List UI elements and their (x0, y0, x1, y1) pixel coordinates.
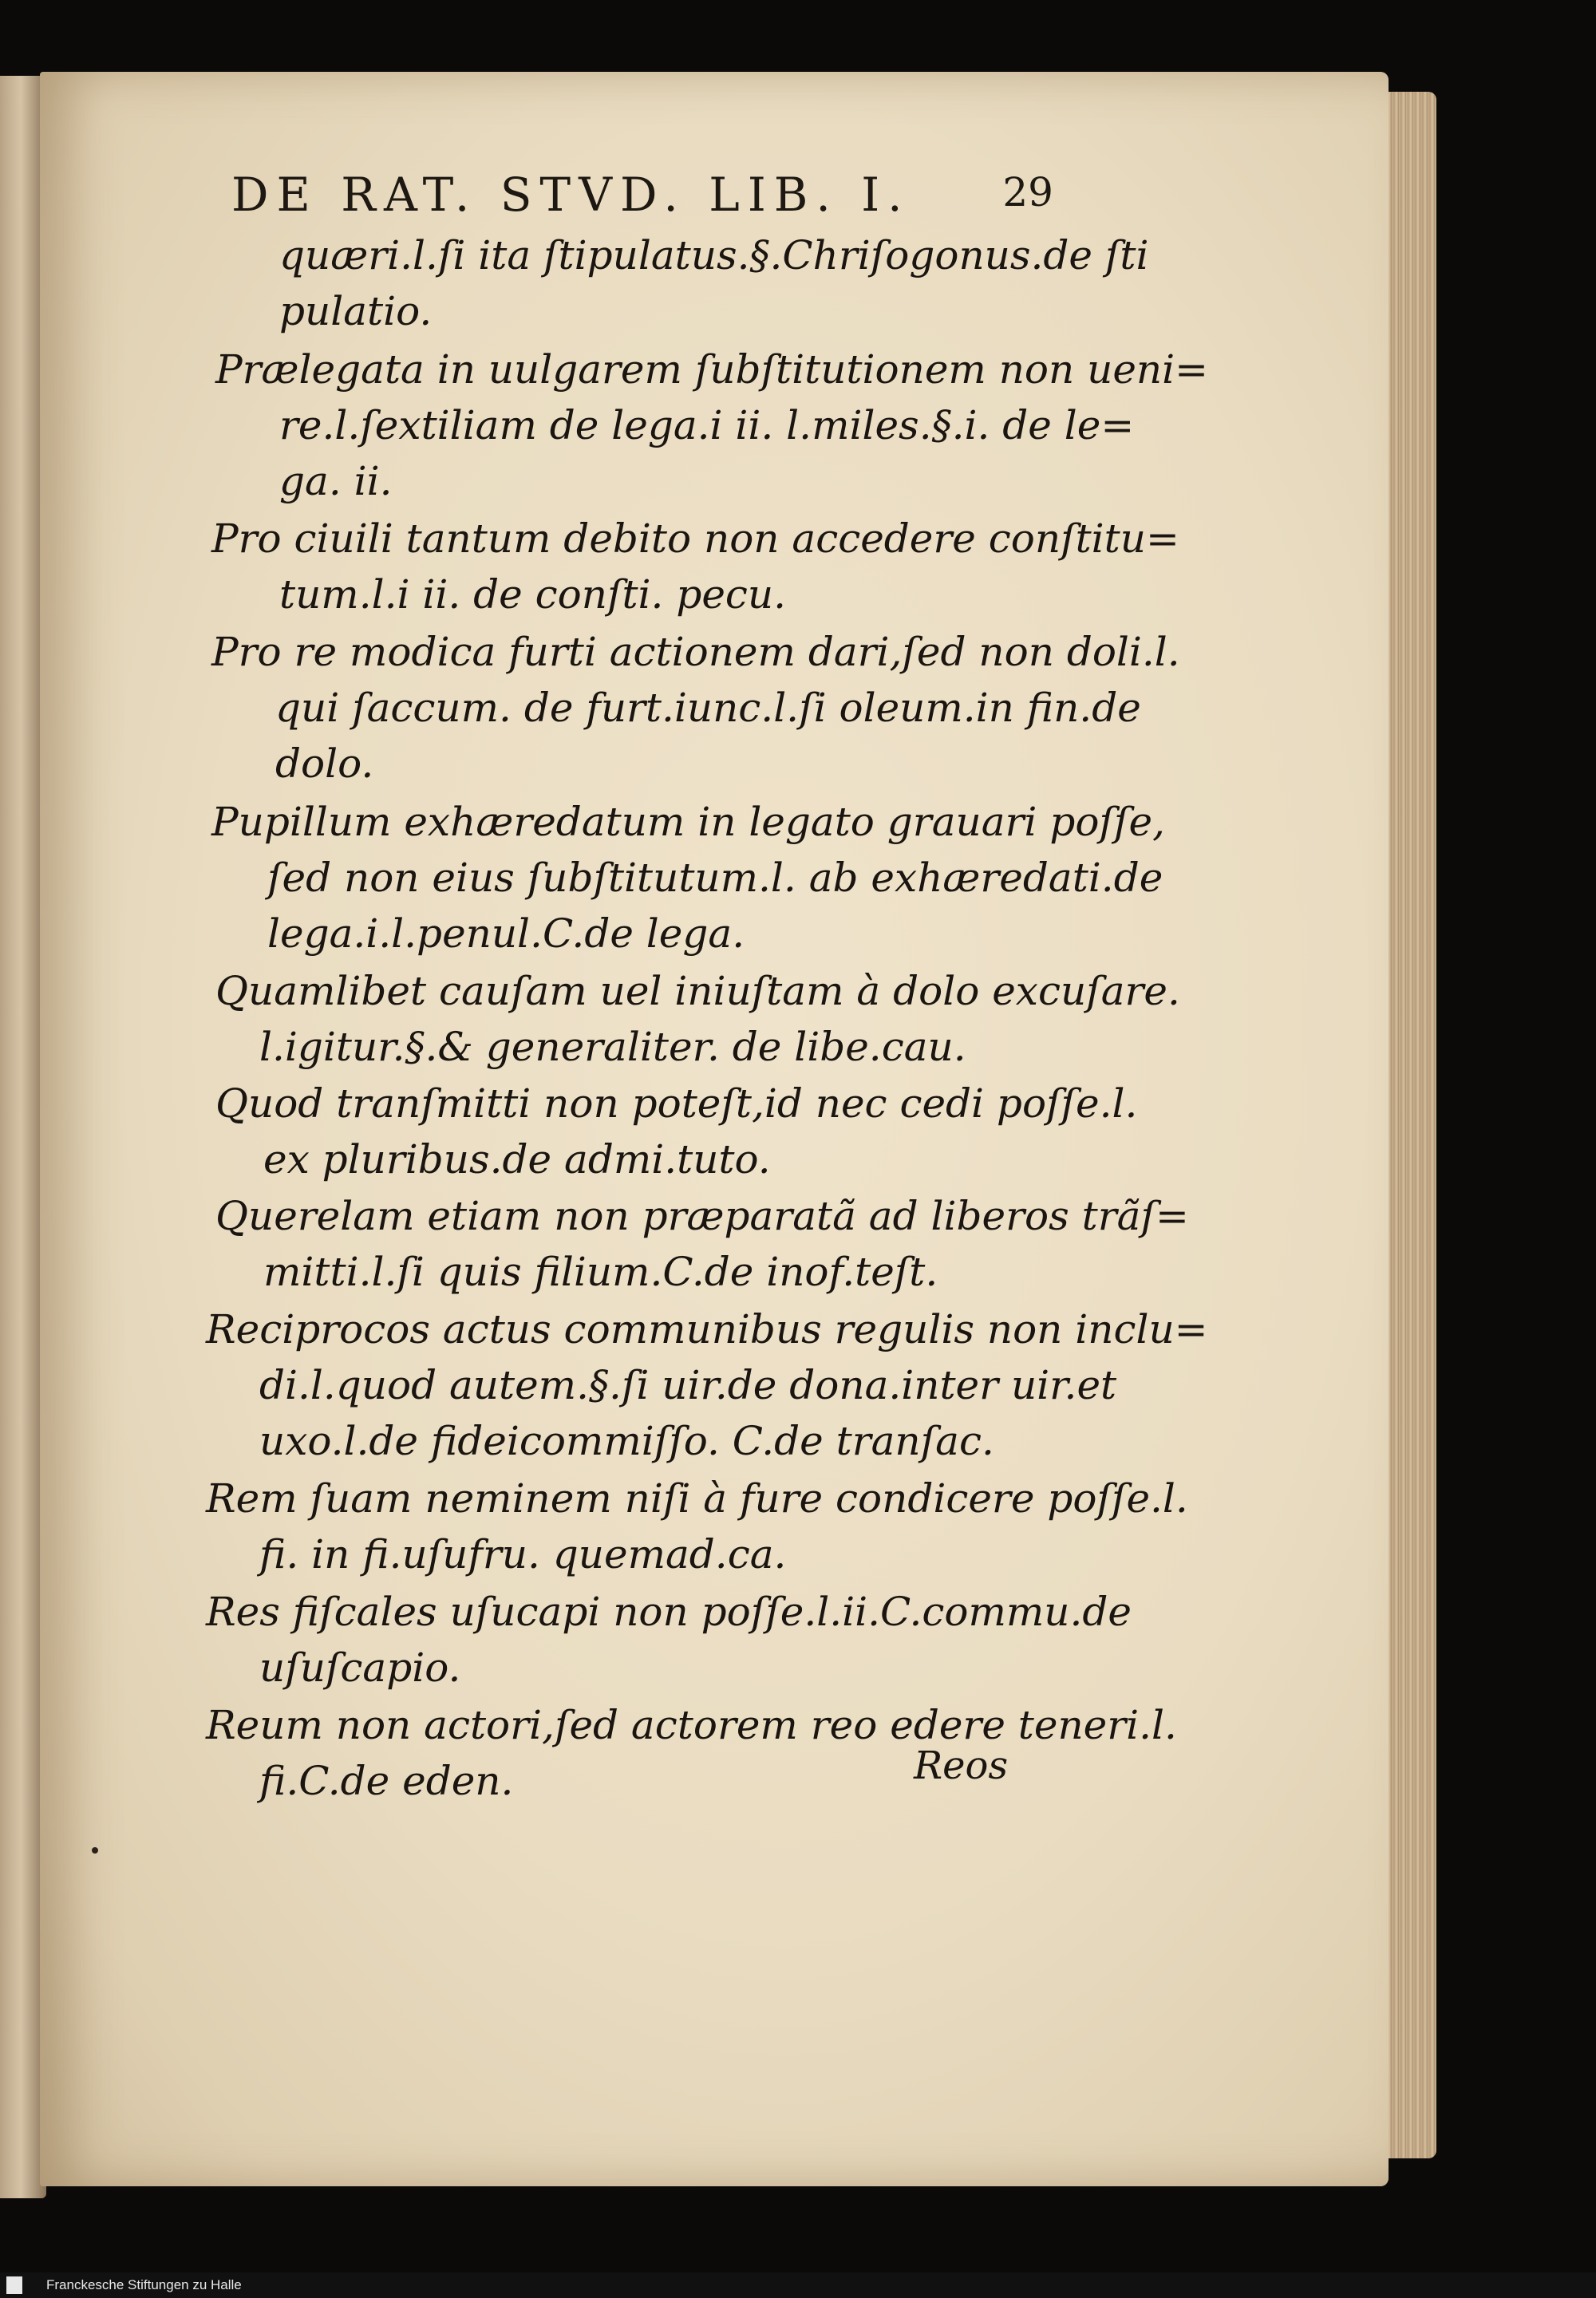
text-line: di.l.quod autem.§.ſi uir.de dona.inter uir.et (259, 1362, 1117, 1408)
footer-bar (0, 2272, 1596, 2298)
text-line: ga. ii. (279, 458, 393, 504)
text-line: re.l.ſextiliam de lega.i ii. l.miles.§.i. de le= (279, 402, 1135, 448)
text-line: Quod tranſmitti non poteſt,id nec cedi poſſe.l. (215, 1080, 1138, 1127)
text-line: uſuſcapio. (259, 1645, 461, 1691)
text-line: lega.i.l.penul.C.de lega. (267, 910, 745, 957)
footer-credit: Franckesche Stiftungen zu Halle (46, 2277, 242, 2292)
running-head-title: DE RAT. STVD. LIB. I. (231, 168, 911, 222)
text-line: Prælegata in uulgarem ſubſtitutionem non ueni= (215, 346, 1208, 393)
text-line: pulatio. (279, 288, 433, 334)
text-line: dolo. (275, 740, 374, 787)
text-line: Pro ciuili tantum debito non accedere conſtitu= (211, 515, 1179, 562)
text-line: fi. in fi.uſufru. quemad.ca. (259, 1531, 787, 1577)
text-line: quæri.l.ſi ita ſtipulatus.§.Chriſogonus.de ſti (279, 232, 1149, 278)
text-line: tum.l.i ii. de conſti. pecu. (279, 571, 787, 618)
institution-logo-icon (6, 2276, 22, 2294)
running-head (231, 168, 1053, 223)
text-line: qui ſaccum. de furt.iunc.l.ſi oleum.in fin.de (275, 685, 1141, 731)
catchword: Reos (914, 1743, 1009, 1788)
text-line: Reciprocos actus communibus regulis non inclu= (206, 1306, 1208, 1352)
text-line: Querelam etiam non præparatã ad liberos trãſ= (215, 1193, 1189, 1239)
ink-dot (92, 1847, 98, 1854)
text-line: mitti.l.ſi quis filium.C.de inof.teſt. (263, 1249, 938, 1295)
text-line: fi.C.de eden. (259, 1758, 514, 1804)
text-line: ſed non eius ſubſtitutum.l. ab exhæredati.de (267, 855, 1163, 901)
text-line: Pro re modica furti actionem dari,ſed non doli.l. (211, 629, 1180, 675)
text-line: Quamlibet cauſam uel iniuſtam à dolo excuſare. (215, 968, 1180, 1014)
text-line: Res fiſcales uſucapi non poſſe.l.ii.C.commu.de (206, 1589, 1132, 1635)
text-line: ex pluribus.de admi.tuto. (263, 1136, 771, 1183)
text-line: Rem ſuam neminem niſi à fure condicere poſſe.l. (206, 1475, 1188, 1522)
text-line: Pupillum exhæredatum in legato grauari poſſe, (211, 799, 1165, 845)
text-line: Reum non actori,ſed actorem reo edere teneri.l. (206, 1702, 1177, 1748)
page-number: 29 (1002, 169, 1053, 215)
text-line: uxo.l.de fideicommiſſo. C.de tranſac. (259, 1418, 994, 1464)
text-line: l.igitur.§.& generaliter. de libe.cau. (259, 1024, 966, 1070)
